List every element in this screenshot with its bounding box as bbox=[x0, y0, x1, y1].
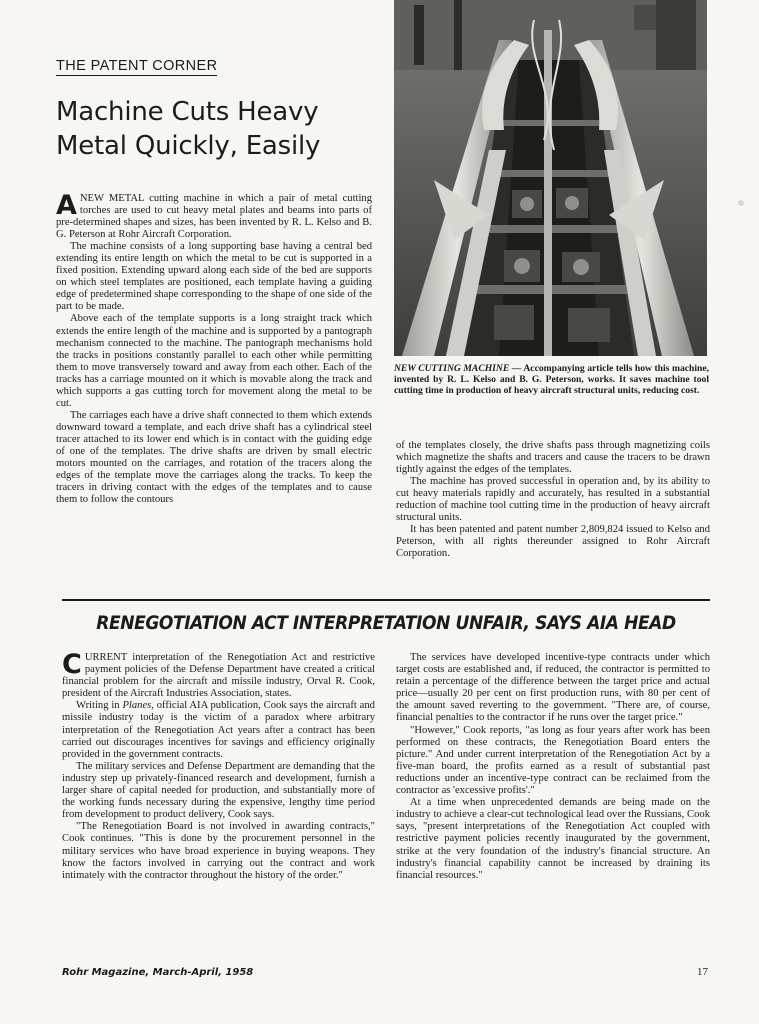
article1-left-column bbox=[56, 190, 372, 506]
article-headline: Machine Cuts Heavy Metal Quickly, Easily bbox=[56, 97, 321, 161]
article2-paragraph: Writing in Planes, official AIA publication, Cook says the aircraft and missile industry today is the victim of a paradox where arbitrary interpretation of the Renegotiation Act years after a contract has been carried out discourages incentives for savings and efficiency originally provided in the government contracts. bbox=[62, 700, 375, 760]
cutting-machine-photo bbox=[394, 0, 707, 356]
caption-text: — Accompanying article tells how this machine, invented by R. L. Kelso and B. G. Peterson, works. It saves machine tool cutting time in production of heavy aircraft structural units, reducing cost. bbox=[394, 363, 709, 397]
page-number: 17 bbox=[697, 966, 708, 978]
article2-paragraph: The services have developed incentive-type contracts under which target costs are established and, if reduced, the contractor is permitted to retain a percentage of the difference between the target price and actual price—usually 20 per cent on first production runs, with 80 per cent of the amount saved reverting to the government. "There are, of course, financial penalties to the contractor if he runs over the target price." bbox=[396, 652, 710, 724]
article1-paragraph: The carriages each have a drive shaft connected to them which extends downward toward a template, and each drive shaft has a cylindrical steel tracer attached to its lower end which is in contact with the guiding edge of one of the templates. The drive shafts are driven by small electric motors mounted on the carriages, and rotation of the tracers along the edges of the template move the carriages along the tracks. To keep the tracers in driving contact with the edges of the templates and to cause them to follow the contours bbox=[56, 409, 372, 506]
section-divider bbox=[62, 599, 710, 601]
drop-cap: A bbox=[56, 190, 77, 221]
article2-paragraph: The military services and Defense Department are demanding that the industry step up privately-financed research and development, furnish a larger share of capital needed for production, and substantially more of the working funds necessary during the expensive, lengthy time period from development to product delivery, Cook says. bbox=[62, 760, 375, 821]
photo-caption bbox=[394, 363, 709, 397]
article1-paragraph: The machine has proved successful in operation and, by its ability to cut heavy materials rapidly and accurately, has resulted in a substantial reduction of machine tool cutting time in the production of heavy aircraft structural units. bbox=[396, 476, 710, 524]
drop-cap: C bbox=[62, 649, 82, 680]
article1-paragraph: ANEW METAL cutting machine in which a pair of metal cutting torches are used to cut heavy metal plates and beams into parts of pre-determined shapes and sizes, has been invented by R. L. Kelso and B. G. Peterson at Rohr Aircraft Corporation. bbox=[56, 190, 372, 241]
article2-paragraph: CURRENT interpretation of the Renegotiation Act and restrictive payment policies of the Defense Department have created a critical financial problem for the aircraft and missile industry, Orval R. Cook, president of the Aircraft Industries Association, states. bbox=[62, 649, 375, 700]
article2-paragraph: At a time when unprecedented demands are being made on the industry to achieve a clear-cut technological lead over the Russians, Cook says, "present interpretations of the Renegotiation Act coupled with restrictive payment policies recently inaugurated by the government, strike at the very foundation of the industry's financial structure. An industry's financial capability cannot be increased by draining its financial resources." bbox=[396, 797, 710, 881]
article2-left-column bbox=[62, 649, 375, 882]
caption-label: NEW CUTTING MACHINE bbox=[394, 363, 510, 374]
article2-paragraph: "However," Cook reports, "as long as four years after work has been performed on these contracts, the Renegotiation Board enters the picture." And under current interpretation of the Renegotiation Act by a five-man board, the profits earned as a result of substantial past reductions under an incentive-type contract can be reclaimed from the contractor as 'excessive profits'." bbox=[396, 724, 710, 797]
article1-paragraph: The machine consists of a long supporting base having a central bed extending its entire length on which the metal to be cut is supported in a fixed position. Extending upward along each side of the bed are supports on which steel templates are positioned, each template having a guiding edge of predetermined shape corresponding to the shape of one side of the part to be made. bbox=[56, 241, 372, 313]
article2-headline: RENEGOTIATION ACT INTERPRETATION UNFAIR, SAYS AIA HEAD bbox=[96, 612, 676, 634]
article2-paragraph: "The Renegotiation Board is not involved in awarding contracts," Cook continues. "This is done by the procurement personnel in the military services who have broad experience in buying weapons. They know the factors involved in carrying out the contract and work intimately with the contractor throughout the history of the order." bbox=[62, 821, 375, 881]
article1-paragraph: It has been patented and patent number 2,809,824 issued to Kelso and Peterson, with all rights thereunder assigned to Rohr Aircraft Corporation. bbox=[396, 524, 710, 560]
article1-paragraph: of the templates closely, the drive shafts pass through magnetizing coils which magnetize the shafts and tracers and cause the tracers to be drawn tightly against the edges of the templates. bbox=[396, 440, 710, 476]
section-kicker: THE PATENT CORNER bbox=[56, 58, 218, 74]
article1-right-column bbox=[396, 440, 710, 560]
binding-hole bbox=[738, 200, 744, 206]
article1-paragraph: Above each of the template supports is a long straight track which extends the entire length of the machine and is supported by a pantograph mechanism connected to the machine. The pantograph mechanisms hold the tracks in positions constantly parallel to each other while permitting them to move transversely toward and away from each other. Each of the tracks has a carriage mounted on it which is movable along the track and which supports a gas cutting torch for movement along the metal to be cut. bbox=[56, 313, 372, 409]
article2-right-column bbox=[396, 652, 710, 882]
publication-footer: Rohr Magazine, March-April, 1958 bbox=[62, 967, 254, 978]
